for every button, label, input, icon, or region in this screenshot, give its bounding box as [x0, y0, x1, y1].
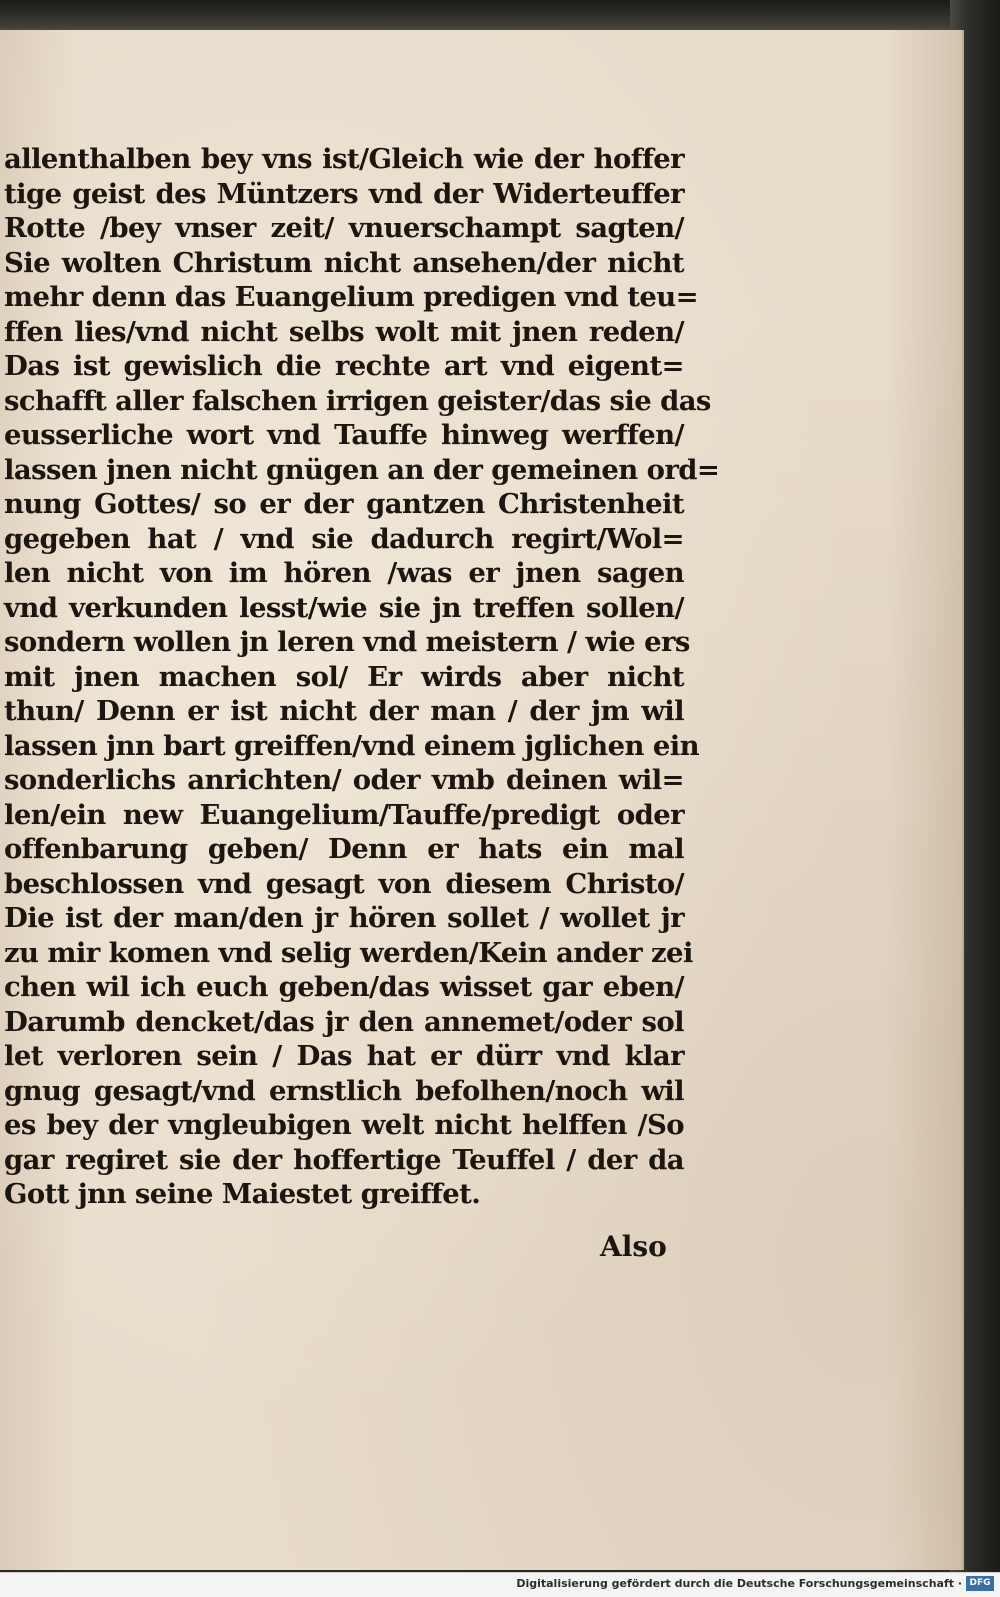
text-line: nung Gottes/ so er der gantzen Christenheit: [4, 488, 684, 520]
funding-credit: Digitalisierung gefördert durch die Deutsche Forschungsgemeinschaft ·: [516, 1577, 962, 1590]
text-line: gegeben hat / vnd sie dadurch regirt/Wol=: [4, 522, 684, 555]
dfg-logo: DFG: [966, 1576, 994, 1591]
text-line: schafft aller falschen irrigen geister/das sie das: [4, 384, 711, 417]
text-line: mehr denn das Euangelium predigen vnd teu=: [4, 281, 699, 313]
text-line: Darumb dencket/das jr den annemet/oder sol: [4, 1005, 684, 1038]
text-line: eusserliche wort vnd Tauffe hinweg werffen/: [4, 419, 684, 451]
text-line: sonderlichs anrichten/ oder vmb deinen wil=: [4, 764, 684, 796]
book-page: [0, 30, 964, 1570]
text-line: gnug gesagt/vnd ernstlich befolhen/noch wil: [4, 1074, 684, 1107]
text-line: lassen jnen nicht gnügen an der gemeinen ord=: [4, 453, 720, 486]
text-line: es bey der vngleubigen welt nicht helffen /So: [4, 1109, 684, 1141]
text-line: vnd verkunden lesst/wie sie jn treffen sollen/: [4, 591, 684, 624]
text-line: sondern wollen jn leren vnd meistern / wie ers: [4, 626, 690, 658]
text-line: mit jnen machen sol/ Er wirds aber nicht: [4, 660, 684, 693]
text-line: chen wil ich euch geben/das wisset gar eben/: [4, 971, 684, 1003]
text-line: gar regiret sie der hoffertige Teuffel / der da: [4, 1143, 684, 1176]
footer-bar: [0, 1572, 1000, 1597]
text-line: tige geist des Müntzers vnd der Widerteuffer: [4, 177, 684, 210]
catchword: Also: [600, 1230, 667, 1263]
text-line: let verloren sein / Das hat er dürr vnd klar: [4, 1040, 684, 1072]
text-line: ffen lies/vnd nicht selbs wolt mit jnen reden/: [4, 315, 684, 348]
text-line: offenbarung geben/ Denn er hats ein mal: [4, 833, 684, 865]
text-line: beschlossen vnd gesagt von diesem Christo/: [4, 867, 684, 900]
text-line: zu mir komen vnd selig werden/Kein ander zei: [4, 936, 693, 969]
text-line: len nicht von im hören /was er jnen sagen: [4, 557, 684, 589]
text-line-last: Gott jnn seine Maiestet greiffet.: [4, 1178, 481, 1210]
text-line: thun/ Denn er ist nicht der man / der jm wil: [4, 695, 684, 727]
text-line: len/ein new Euangelium/Tauffe/predigt oder: [4, 798, 684, 831]
text-line: Die ist der man/den jr hören sollet / wollet jr: [4, 902, 684, 934]
page-text: [4, 142, 720, 1212]
text-line: Das ist gewislich die rechte art vnd eigent=: [4, 350, 684, 382]
book-top-edge: [0, 0, 960, 34]
text-line: Rotte /bey vnser zeit/ vnuerschampt sagten/: [4, 212, 684, 244]
text-line: allenthalben bey vns ist/Gleich wie der hoffer: [4, 143, 684, 175]
text-line: lassen jnn bart greiffen/vnd einem jglichen ein: [4, 729, 699, 762]
text-line: Sie wolten Christum nicht ansehen/der nicht: [4, 246, 684, 279]
